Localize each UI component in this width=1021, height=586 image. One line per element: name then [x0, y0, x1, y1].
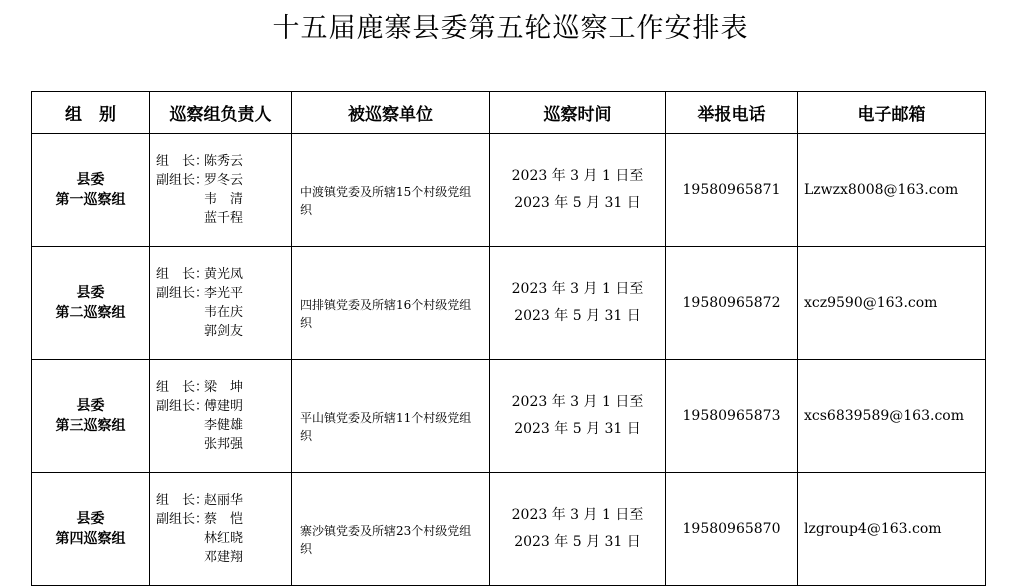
leader-name: 傅建明	[204, 399, 244, 414]
leader-line	[156, 284, 291, 303]
time-end: 2023 年 5 月 31 日	[514, 195, 641, 211]
leader-line	[156, 171, 291, 190]
group-cell	[32, 247, 150, 360]
time-start: 2023 年 3 月 1 日至	[511, 507, 644, 523]
email-cell: xcz9590@163.com	[798, 247, 986, 360]
leader-name: 陈秀云	[204, 154, 244, 169]
time-start: 2023 年 3 月 1 日至	[511, 281, 644, 297]
leader-line	[156, 548, 291, 567]
leader-label: 副组长：	[156, 286, 209, 301]
leader-line	[156, 152, 291, 171]
group-cell	[32, 473, 150, 586]
group-line: 第三巡察组	[55, 418, 126, 434]
email-cell: Lzwzx8008@163.com	[798, 134, 986, 247]
leader-line	[156, 303, 291, 322]
time-end: 2023 年 5 月 31 日	[514, 421, 641, 437]
header-unit: 被巡察单位	[292, 92, 490, 134]
table-row	[32, 360, 986, 473]
leader-line	[156, 190, 291, 209]
time-cell	[490, 134, 666, 247]
group-line: 县委	[76, 285, 105, 301]
leader-name: 韦 清	[204, 192, 244, 207]
unit-cell: 寨沙镇党委及所辖23个村级党组织	[292, 473, 490, 586]
leader-name: 郭剑友	[204, 324, 244, 339]
leader-label: 组 长：	[156, 493, 209, 508]
email-cell: xcs6839589@163.com	[798, 360, 986, 473]
unit-cell: 中渡镇党委及所辖15个村级党组织	[292, 134, 490, 247]
header-time: 巡察时间	[490, 92, 666, 134]
leader-name: 蓝千程	[204, 211, 244, 226]
header-phone: 举报电话	[666, 92, 798, 134]
leader-label: 组 长：	[156, 380, 209, 395]
time-cell	[490, 473, 666, 586]
phone-cell: 19580965871	[666, 134, 798, 247]
unit-cell: 四排镇党委及所辖16个村级党组织	[292, 247, 490, 360]
time-cell	[490, 360, 666, 473]
leader-label: 副组长：	[156, 173, 209, 188]
leaders-cell	[150, 360, 292, 473]
group-line: 县委	[76, 172, 105, 188]
leader-line	[156, 510, 291, 529]
table-row	[32, 134, 986, 247]
leader-name: 黄光凤	[204, 267, 244, 282]
group-line: 县委	[76, 398, 105, 414]
leader-line	[156, 435, 291, 454]
leader-label: 组 长：	[156, 267, 209, 282]
leader-label: 组 长：	[156, 154, 209, 169]
leader-line	[156, 397, 291, 416]
leader-name: 李光平	[204, 286, 244, 301]
header-email: 电子邮箱	[798, 92, 986, 134]
leaders-cell	[150, 473, 292, 586]
leader-name: 林红晓	[204, 531, 244, 546]
group-cell	[32, 360, 150, 473]
leaders-cell	[150, 247, 292, 360]
leader-name: 罗冬云	[204, 173, 244, 188]
inspection-schedule-table	[31, 91, 986, 586]
unit-cell: 平山镇党委及所辖11个村级党组织	[292, 360, 490, 473]
time-start: 2023 年 3 月 1 日至	[511, 394, 644, 410]
leader-name: 李健雄	[204, 418, 244, 433]
header-group: 组 别	[32, 92, 150, 134]
leader-line	[156, 529, 291, 548]
group-line: 第四巡察组	[55, 531, 126, 547]
leader-name: 蔡 恺	[204, 512, 244, 527]
leader-label: 副组长：	[156, 399, 209, 414]
group-cell	[32, 134, 150, 247]
table-row	[32, 247, 986, 360]
leader-line	[156, 416, 291, 435]
group-line: 第二巡察组	[55, 305, 126, 321]
leader-line	[156, 265, 291, 284]
time-start: 2023 年 3 月 1 日至	[511, 168, 644, 184]
group-line: 第一巡察组	[55, 192, 126, 208]
group-line: 县委	[76, 511, 105, 527]
phone-cell: 19580965872	[666, 247, 798, 360]
leader-line	[156, 378, 291, 397]
leader-line	[156, 322, 291, 341]
leaders-cell	[150, 134, 292, 247]
email-cell: lzgroup4@163.com	[798, 473, 986, 586]
leader-name: 张邦强	[204, 437, 244, 452]
leader-name: 韦在庆	[204, 305, 244, 320]
time-cell	[490, 247, 666, 360]
leader-name: 赵丽华	[204, 493, 244, 508]
document-title: 十五届鹿寨县委第五轮巡察工作安排表	[272, 13, 749, 44]
table-row	[32, 473, 986, 586]
leader-name: 邓建翔	[204, 550, 244, 565]
leader-label: 副组长：	[156, 512, 209, 527]
time-end: 2023 年 5 月 31 日	[514, 534, 641, 550]
header-leaders: 巡察组负责人	[150, 92, 292, 134]
table-header-row	[32, 92, 986, 134]
phone-cell: 19580965873	[666, 360, 798, 473]
leader-line	[156, 209, 291, 228]
phone-cell: 19580965870	[666, 473, 798, 586]
leader-name: 梁 坤	[204, 380, 244, 395]
leader-line	[156, 491, 291, 510]
time-end: 2023 年 5 月 31 日	[514, 308, 641, 324]
